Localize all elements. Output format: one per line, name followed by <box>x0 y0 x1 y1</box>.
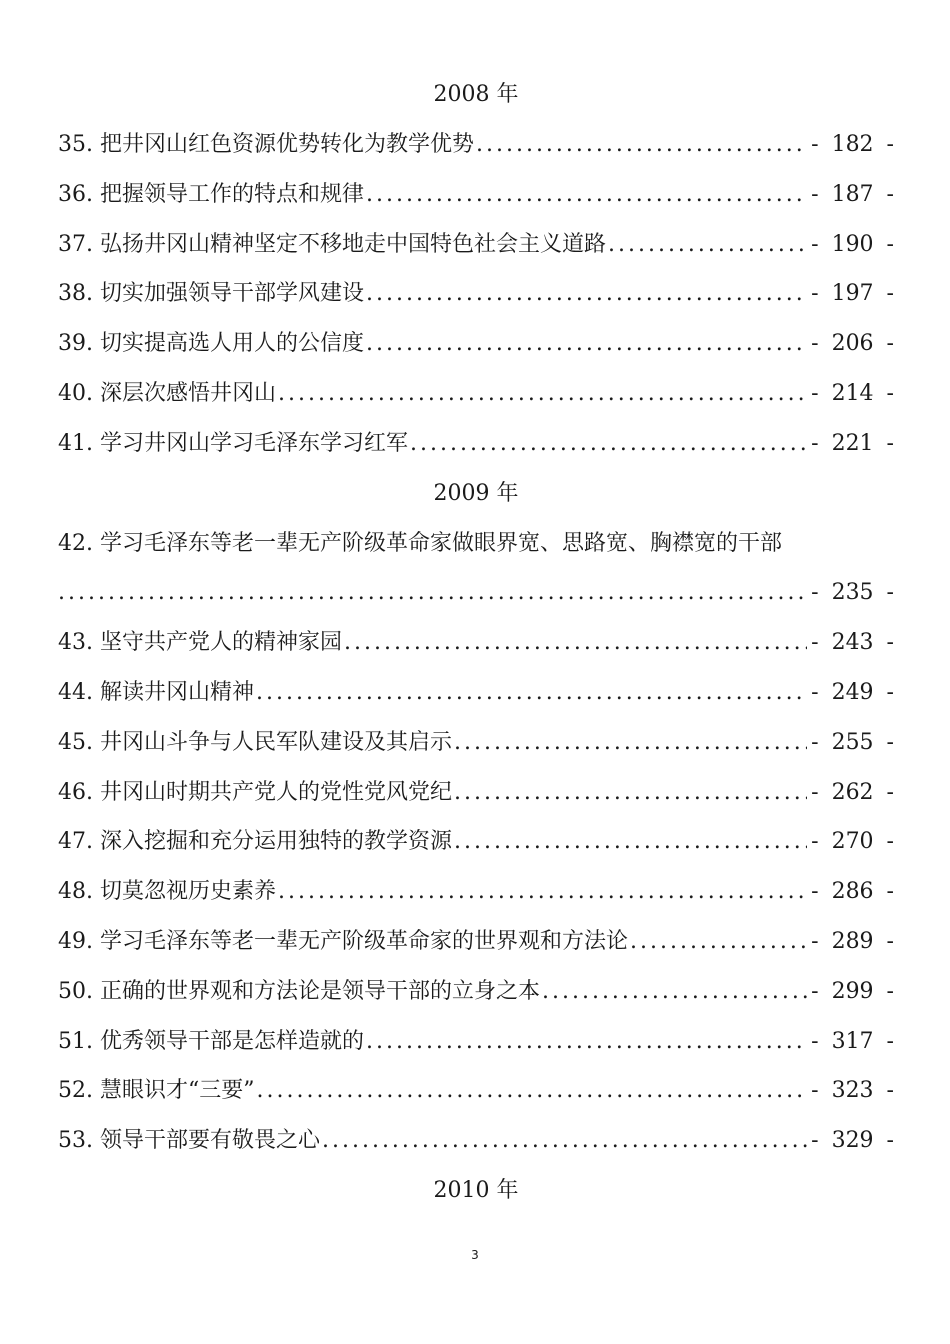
toc-entry[interactable] <box>58 369 894 419</box>
dot-leader <box>322 1116 807 1166</box>
toc-entry[interactable] <box>58 1066 894 1116</box>
entry-page-number: - 270 - <box>811 829 894 855</box>
entry-page-number: - 206 - <box>811 331 894 357</box>
entry-page-number: - 289 - <box>811 928 894 954</box>
page-number: 3 <box>471 1248 479 1262</box>
year-heading: 2009 年 <box>433 480 519 506</box>
entry-title: 53. 领导干部要有敬畏之心 <box>58 1128 320 1154</box>
entry-page-number: - 221 - <box>811 430 894 456</box>
entry-title: 50. 正确的世界观和方法论是领导干部的立身之本 <box>58 978 540 1004</box>
dot-leader <box>256 668 807 718</box>
entry-page-number: - 299 - <box>811 978 894 1004</box>
entry-page-number: - 214 - <box>811 380 894 406</box>
toc-entry[interactable] <box>58 917 894 967</box>
dot-leader <box>542 967 807 1017</box>
entry-page-number: - 182 - <box>811 132 894 157</box>
entry-page-number: - 187 - <box>811 181 894 207</box>
toc-entry[interactable] <box>58 668 894 718</box>
toc-entry[interactable] <box>58 419 894 469</box>
toc-entry[interactable] <box>58 1116 894 1166</box>
dot-leader <box>630 917 807 967</box>
entry-title: 39. 切实提高选人用人的公信度 <box>58 331 364 357</box>
entry-title: 46. 井冈山时期共产党人的党性党风党纪 <box>58 779 452 805</box>
dot-leader <box>58 568 807 618</box>
entry-page-number: - 317 - <box>811 1028 894 1054</box>
entry-title: 38. 切实加强领导干部学风建设 <box>58 281 364 307</box>
year-heading: 2008 年 <box>433 82 519 107</box>
dot-leader <box>608 220 807 270</box>
entry-title: 51. 优秀领导干部是怎样造就的 <box>58 1028 364 1054</box>
entry-title: 43. 坚守共产党人的精神家园 <box>58 630 342 656</box>
dot-leader <box>344 618 807 668</box>
toc-entry[interactable] <box>58 718 894 768</box>
toc-entry[interactable] <box>58 1017 894 1067</box>
entry-title: 44. 解读井冈山精神 <box>58 679 254 705</box>
year-heading: 2010 年 <box>433 1177 519 1203</box>
toc-entry-title-line[interactable]: 42. 学习毛泽东等老一辈无产阶级革命家做眼界宽、思路宽、胸襟宽的干部 <box>58 530 782 556</box>
entry-title: 52. 慧眼识才“三要” <box>58 1078 255 1104</box>
toc-entry-continuation[interactable] <box>58 568 894 618</box>
toc-entry[interactable] <box>58 170 894 220</box>
dot-leader <box>278 369 807 419</box>
dot-leader <box>366 170 807 220</box>
dot-leader <box>454 817 807 867</box>
toc-entry[interactable] <box>58 867 894 917</box>
dot-leader <box>454 768 807 818</box>
entry-title: 35. 把井冈山红色资源优势转化为教学优势 <box>58 132 474 157</box>
entry-title: 40. 深层次感悟井冈山 <box>58 380 276 406</box>
entry-page-number: - 286 - <box>811 879 894 905</box>
dot-leader <box>278 867 807 917</box>
entry-page-number: - 243 - <box>811 630 894 656</box>
dot-leader <box>410 419 807 469</box>
toc-entry[interactable] <box>58 319 894 369</box>
toc-entry[interactable] <box>58 817 894 867</box>
entry-title: 45. 井冈山斗争与人民军队建设及其启示 <box>58 729 452 755</box>
entry-title: 48. 切莫忽视历史素养 <box>58 879 276 905</box>
toc-entry[interactable] <box>58 120 894 170</box>
entry-page-number: - 262 - <box>811 779 894 805</box>
entry-title: 47. 深入挖掘和充分运用独特的教学资源 <box>58 829 452 855</box>
dot-leader <box>476 120 807 170</box>
entry-page-number: - 255 - <box>811 729 894 755</box>
entry-title: 41. 学习井冈山学习毛泽东学习红军 <box>58 430 408 456</box>
toc-entry[interactable] <box>58 967 894 1017</box>
dot-leader <box>366 1017 807 1067</box>
dot-leader <box>366 269 807 319</box>
toc-entry[interactable] <box>58 220 894 270</box>
toc-entry[interactable] <box>58 768 894 818</box>
entry-page-number: - 190 - <box>811 231 894 257</box>
dot-leader <box>454 718 807 768</box>
entry-page-number: - 197 - <box>811 281 894 307</box>
toc-entry[interactable] <box>58 618 894 668</box>
entry-page-number: - 249 - <box>811 679 894 705</box>
toc-entry[interactable] <box>58 269 894 319</box>
entry-page-number: - 235 - <box>811 580 894 606</box>
entry-title: 49. 学习毛泽东等老一辈无产阶级革命家的世界观和方法论 <box>58 928 628 954</box>
entry-page-number: - 329 - <box>811 1128 894 1154</box>
table-of-contents <box>58 70 894 1216</box>
entry-title: 36. 把握领导工作的特点和规律 <box>58 181 364 207</box>
dot-leader <box>366 319 807 369</box>
dot-leader <box>256 1066 807 1116</box>
entry-page-number: - 323 - <box>811 1078 894 1104</box>
entry-title: 37. 弘扬井冈山精神坚定不移地走中国特色社会主义道路 <box>58 231 606 257</box>
